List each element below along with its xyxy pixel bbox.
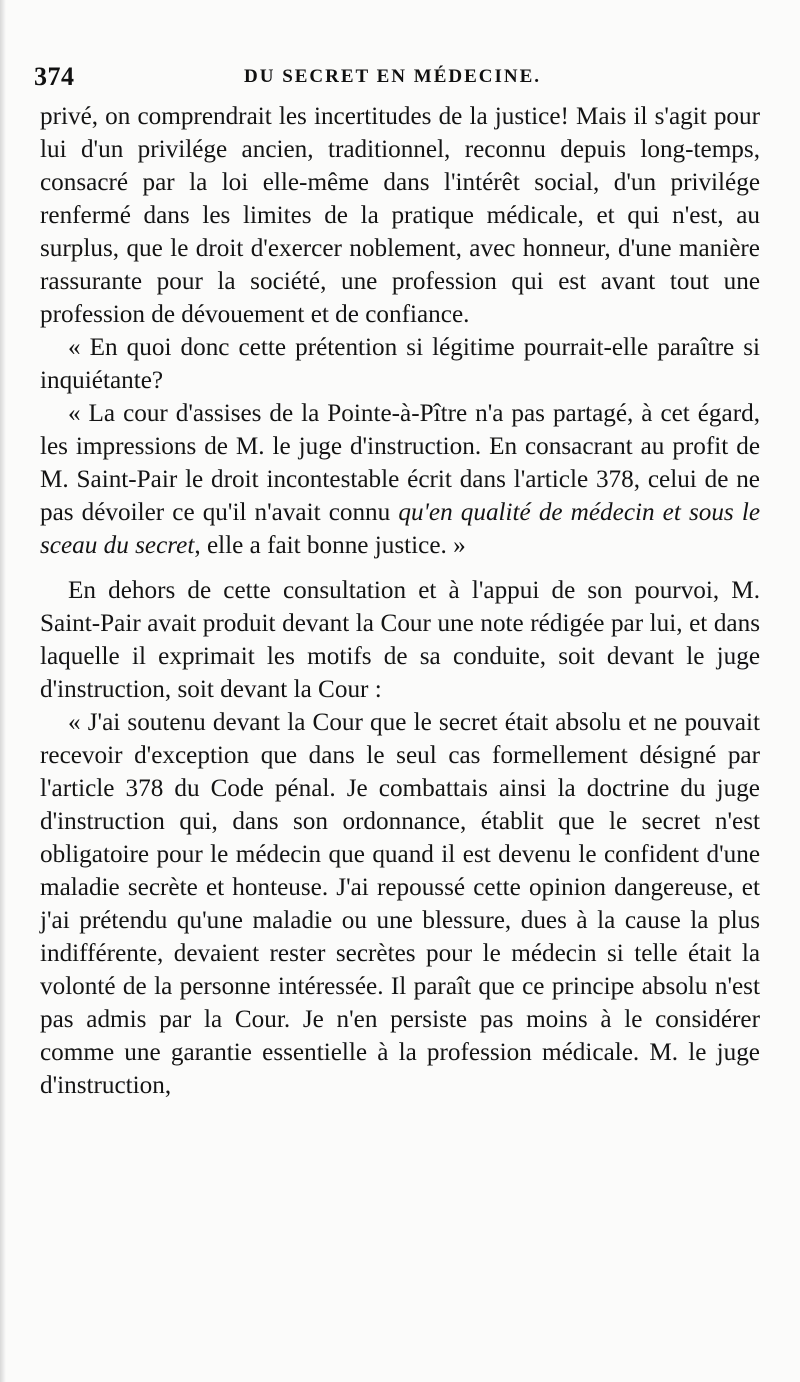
body-text	[40, 100, 760, 1102]
paragraph-cour-assises-end: , elle a fait bonne justice. »	[194, 532, 466, 559]
page-scan-edge	[0, 0, 6, 1382]
running-title: DU SECRET EN MÉDECINE.	[244, 66, 542, 87]
paragraph-cour-assises	[40, 397, 760, 562]
paragraph-quote-secret: « J'ai soutenu devant la Cour que le secret était absolu et ne pouvait recevoir d'exception que dans le seul cas formellement désigné par l'article 378 du Code pénal. Je combattais ainsi la doctrine du juge d'instruction qui, dans son ordonnance, établit que le secret n'est obligatoire pour le médecin que quand il est devenu le confident d'une maladie secrète et honteuse. J'ai repoussé cette opinion dangereuse, et j'ai prétendu qu'une maladie ou une blessure, dues à la cause la plus indifférente, devaient rester secrètes pour le médecin si telle était la volonté de la personne intéressée. Il paraît que ce principe absolu n'est pas admis par la Cour. Je n'en persiste pas moins à le considérer comme une garantie essentielle à la profession médicale. M. le juge d'instruction,	[40, 709, 760, 1099]
italic-phrase: qu'en qualité de médecin et sous le sceau du secret	[40, 499, 760, 559]
paragraph-quote-question: « En quoi donc cette prétention si légitime pourrait-elle paraître si inquiétante?	[40, 334, 760, 394]
paragraph-continuation: privé, on comprendrait les incertitudes de la justice! Mais il s'agit pour lui d'un privilége ancien, traditionnel, reconnu depuis long-temps, consacré par la loi elle-même dans l'intérêt social, d'un privilége renfermé dans les limites de la pratique médicale, et qui n'est, au surplus, que le droit d'exercer noblement, avec honneur, d'une manière rassurante pour la société, une profession qui est avant tout une profession de dévouement et de confiance.	[40, 103, 760, 328]
running-head	[34, 62, 754, 92]
page-number: 374	[34, 62, 75, 91]
paragraph-note-saint-pair: En dehors de cette consultation et à l'appui de son pourvoi, M. Saint-Pair avait produit devant la Cour une note rédigée par lui, et dans laquelle il exprimait les motifs de sa conduite, soit devant le juge d'instruction, soit devant la Cour :	[40, 577, 760, 703]
paragraph-cour-assises-start: « La cour d'assises de la Pointe-à-Pître n'a pas partagé, à cet égard, les impressions de M. le juge d'instruction. En consacrant au profit de M. Saint-Pair le droit incontestable écrit dans l'article 378, celui de ne pas dévoiler ce qu'il n'avait connu	[40, 400, 760, 526]
